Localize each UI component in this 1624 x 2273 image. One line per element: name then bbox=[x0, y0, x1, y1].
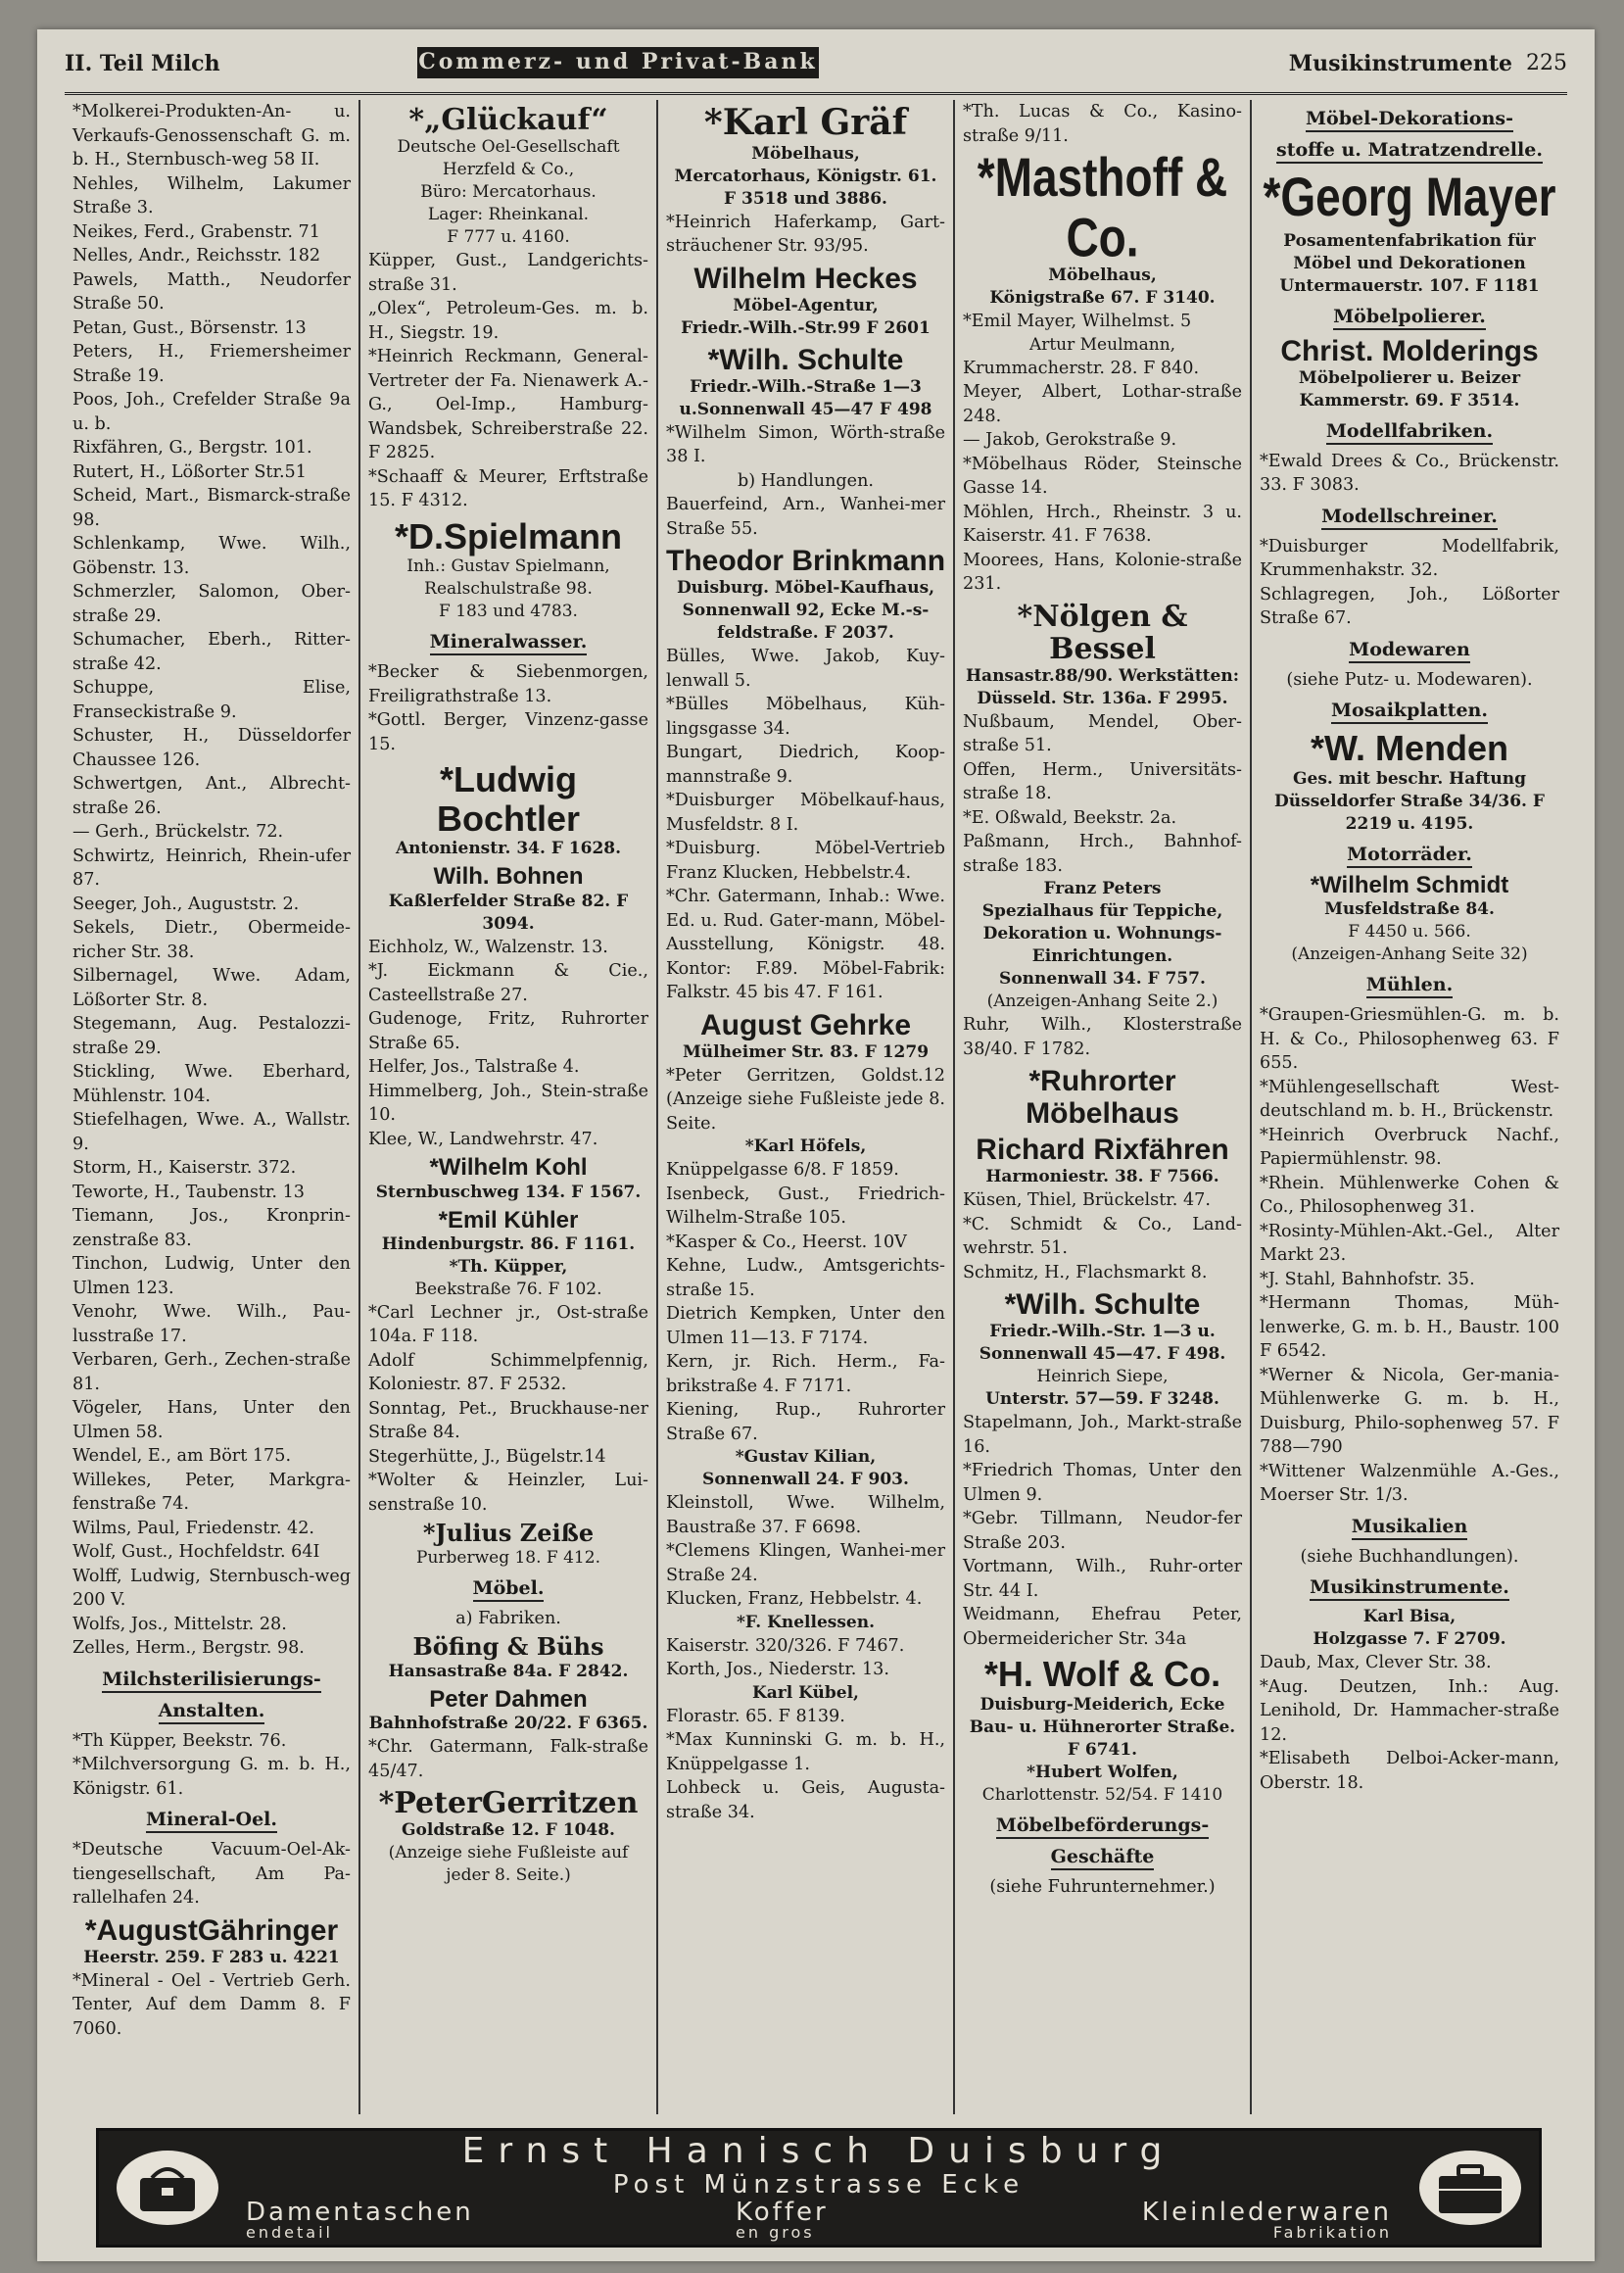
advertisement-name: *PeterGerritzen bbox=[378, 1786, 639, 1821]
advertisement-line: Heerstr. 259. F 283 u. 4221 bbox=[83, 1947, 340, 1967]
section-heading-text: Möbelpolierer. bbox=[1333, 306, 1486, 330]
directory-entry: Wolfs, Jos., Mittelstr. 28. bbox=[72, 1614, 287, 1634]
directory-entry: *Peter Gerritzen, Goldst.12 (Anzeige siehe Fußleiste jede 8. Seite. bbox=[666, 1065, 945, 1134]
directory-entry: Neikes, Ferd., Grabenstr. 71 bbox=[72, 221, 320, 242]
directory-entry: Wilms, Paul, Friedenstr. 42. bbox=[72, 1518, 315, 1538]
page-header bbox=[65, 43, 1567, 95]
directory-entry: *Molkerei-Produkten-An- u. Verkaufs-Genossenschaft G. m. b. H., Sternbusch-weg 58 II. bbox=[72, 102, 351, 169]
column-5 bbox=[1250, 100, 1567, 2114]
footer-sales-2: en gros bbox=[736, 2223, 815, 2242]
footer-company: Ernst Hanisch Duisburg bbox=[461, 2131, 1176, 2171]
column-1 bbox=[65, 100, 358, 2114]
directory-entry: — Jakob, Gerokstraße 9. bbox=[963, 430, 1177, 451]
subheading: (siehe Putz- u. Modewaren). bbox=[1286, 669, 1533, 690]
advertisement-line: (Anzeigen-Anhang Seite 32) bbox=[1291, 944, 1528, 965]
advertisement-line: *Karl Höfels, bbox=[744, 1136, 867, 1157]
advertisement-line: Deutsche Oel-Gesellschaft bbox=[397, 137, 620, 157]
directory-entry: Schwertgen, Ant., Albrecht-straße 26. bbox=[72, 774, 351, 818]
directory-entry: Offen, Herm., Universitäts-straße 18. bbox=[963, 759, 1242, 804]
directory-entry: Schlenkamp, Wwe. Wilh., Göbenstr. 13. bbox=[72, 534, 351, 578]
directory-entry: *Ewald Drees & Co., Brückenstr. 33. F 3083. bbox=[1260, 451, 1559, 496]
advertisement-line: Karl Bisa, bbox=[1362, 1607, 1457, 1627]
directory-entry: Verbaren, Gerh., Zechen-straße 81. bbox=[72, 1350, 351, 1394]
advertisement-line: Goldstraße 12. F 1048. bbox=[402, 1820, 615, 1841]
directory-entry: Tinchon, Ludwig, Unter den Ulmen 123. bbox=[72, 1254, 351, 1298]
directory-entry: Moorees, Hans, Kolonie-straße 231. bbox=[963, 550, 1242, 595]
directory-entry: *E. Oßwald, Beekstr. 2a. bbox=[963, 807, 1177, 828]
section-heading bbox=[1260, 304, 1559, 329]
directory-entry: Stiefelhagen, Wwe. A., Wallstr. 9. bbox=[72, 1110, 351, 1154]
section-heading bbox=[1260, 842, 1559, 867]
section-heading-text: stoffe u. Matratzendrelle. bbox=[1276, 139, 1543, 164]
directory-entry: *Elisabeth Delboi-Acker-mann, Oberstr. 18. bbox=[1260, 1749, 1559, 1793]
directory-entry: Teworte, H., Taubenstr. 13 bbox=[72, 1182, 305, 1202]
advertisement-line: *Hubert Wolfen, bbox=[1027, 1762, 1178, 1782]
advertisement-name: *Julius Zeiße bbox=[422, 1519, 595, 1548]
directory-entry: Zelles, Herm., Bergstr. 98. bbox=[72, 1638, 305, 1658]
directory-entry: Helfer, Jos., Talstraße 4. bbox=[368, 1057, 580, 1078]
section-heading bbox=[72, 1807, 351, 1832]
directory-entry: *Carl Lechner jr., Ost-straße 104a. F 118. bbox=[368, 1302, 648, 1347]
advertisement-line: Holzgasse 7. F 2709. bbox=[1313, 1629, 1506, 1650]
footer-product-3: Kleinlederwaren bbox=[1141, 2198, 1392, 2227]
directory-entry: Schmitz, H., Flachsmarkt 8. bbox=[963, 1262, 1208, 1282]
directory-entry: *Mühlengesellschaft West-deutschland m. b. H., Brückenstr. bbox=[1260, 1077, 1559, 1122]
subheading: a) Fabriken. bbox=[455, 1608, 561, 1628]
advertisement-line: Purberweg 18. F 412. bbox=[416, 1547, 600, 1568]
directory-entry: Sekels, Dietr., Obermeide-richer Str. 38. bbox=[72, 918, 351, 962]
footer-sales-3: Fabrikation bbox=[1272, 2223, 1392, 2242]
advertisement-line: Friedr.-Wilh.-Str. 1—3 u. Sonnenwall 45—47. F 498. bbox=[979, 1322, 1226, 1365]
advertisement-line: Kaßlerfelder Straße 82. F 3094. bbox=[388, 891, 629, 934]
advertisement-line: Möbel-Agentur, bbox=[733, 295, 879, 315]
advertisement-line: Antonienstr. 34. F 1628. bbox=[395, 839, 622, 859]
directory-entry: Lohbeck u. Geis, Augusta-straße 34. bbox=[666, 1778, 945, 1822]
advertisement-line: Artur Meulmann, bbox=[1028, 334, 1176, 355]
section-heading-text: Möbel. bbox=[473, 1577, 545, 1602]
directory-entry: Willekes, Peter, Markgra-fenstraße 74. bbox=[72, 1470, 351, 1514]
section-heading-text: Motorräder. bbox=[1347, 844, 1472, 868]
advertisement-name: *Ludwig Bochtler bbox=[436, 759, 581, 839]
section-heading-text: Mineralwasser. bbox=[430, 631, 588, 655]
advertisement-name: Christ. Molderings bbox=[1280, 334, 1539, 367]
directory-entry: *Heinrich Overbruck Nachf., Papiermühlenstr. 98. bbox=[1260, 1125, 1559, 1170]
directory-entry: *J. Stahl, Bahnhofstr. 35. bbox=[1260, 1269, 1475, 1289]
section-heading-text: Modellfabriken. bbox=[1326, 420, 1493, 445]
advertisement-name: Böfing & Bühs bbox=[412, 1632, 604, 1662]
advertisement-line: Ges. mit beschr. Haftung Düsseldorfer Straße 34/36. F 2219 u. 4195. bbox=[1274, 768, 1545, 834]
directory-entry: Rutert, H., Lößorter Str.51 bbox=[72, 461, 307, 482]
directory-entry: *Chr. Gatermann, Falk-straße 45/47. bbox=[368, 1737, 648, 1781]
advertisement-name: *Masthoff & Co. bbox=[977, 146, 1228, 267]
section-heading bbox=[1260, 504, 1559, 529]
section-heading-text: Mosaikplatten. bbox=[1331, 700, 1488, 724]
directory-entry: *Rhein. Mühlenwerke Cohen & Co., Philosophenweg 31. bbox=[1260, 1173, 1559, 1218]
directory-entry: *Max Kunninski G. m. b. H., Knüppelgasse 1. bbox=[666, 1730, 945, 1774]
directory-entry: *C. Schmidt & Co., Land-wehrstr. 51. bbox=[963, 1214, 1242, 1259]
advertisement-name: *Georg Mayer bbox=[1263, 166, 1556, 228]
advertisement-name: *Ruhrorter Möbelhaus bbox=[1026, 1065, 1179, 1131]
advertisement-line: (Anzeigen-Anhang Seite 2.) bbox=[986, 991, 1218, 1012]
section-heading-text: Mühlen. bbox=[1366, 974, 1453, 998]
advertisement-name: Peter Dahmen bbox=[429, 1685, 588, 1713]
directory-entry: *Duisburger Möbelkauf-haus, Musfeldstr. 8 I. bbox=[666, 791, 945, 835]
directory-entry: Eichholz, W., Walzenstr. 13. bbox=[368, 937, 608, 957]
section-heading bbox=[72, 1667, 351, 1692]
directory-entry: Florastr. 65. F 8139. bbox=[666, 1706, 845, 1726]
advertisement-line: Sonnenwall 24. F 903. bbox=[702, 1470, 909, 1490]
directory-entry: Scheid, Mart., Bismarck-straße 98. bbox=[72, 486, 351, 530]
advertisement-name: *„Glückauf“ bbox=[408, 103, 608, 137]
advertisement-line: *Th. Küpper, bbox=[449, 1256, 568, 1277]
directory-entry: Krummacherstr. 28. F 840. bbox=[963, 358, 1200, 378]
directory-entry: *Wilhelm Simon, Wörth-straße 38 I. bbox=[666, 422, 945, 467]
advertisement-line: Bahnhofstraße 20/22. F 6365. bbox=[368, 1714, 648, 1734]
advertisement-name: *Wilh. Schulte bbox=[1004, 1288, 1201, 1322]
advertisement-line: Untermauerstr. 107. F 1181 bbox=[1279, 275, 1540, 296]
advertisement-line: Hansastraße 84a. F 2842. bbox=[388, 1661, 629, 1681]
directory-entry: „Olex“, Petroleum-Ges. m. b. H., Siegstr. 19. bbox=[368, 299, 648, 343]
footer-product-1: Damentaschen bbox=[246, 2198, 474, 2227]
advertisement-line: Heinrich Siepe, bbox=[1036, 1367, 1169, 1387]
directory-entry: Tiemann, Jos., Kronprin-zenstraße 83. bbox=[72, 1206, 351, 1250]
directory-entry: Dietrich Kempken, Unter den Ulmen 11—13. F 7174. bbox=[666, 1304, 945, 1348]
advertisement-name: Wilhelm Heckes bbox=[693, 262, 918, 295]
directory-entry: *Deutsche Vacuum-Oel-Ak-tiengesellschaft, Am Pa-rallelhafen 24. bbox=[72, 1840, 351, 1908]
directory-entry: *Chr. Gatermann, Inhab.: Wwe. Ed. u. Rud. Gater-mann, Möbel-Ausstellung, Königstr. 48. Kontor: F.89. Möbel-Fabrik: Falkstr. 45 bis 47. F 161. bbox=[666, 887, 945, 1003]
directory-entry: Vögeler, Hans, Unter den Ulmen 58. bbox=[72, 1398, 351, 1442]
directory-page bbox=[37, 29, 1595, 2261]
advertisement-line: F 3518 und 3886. bbox=[724, 188, 887, 209]
directory-entry: Daub, Max, Clever Str. 38. bbox=[1260, 1653, 1492, 1673]
advertisement-line: Unterstr. 57—59. F 3248. bbox=[985, 1389, 1219, 1410]
header-section: II. Teil Milch bbox=[65, 51, 220, 76]
directory-entry: Rixfähren, G., Bergstr. 101. bbox=[72, 438, 312, 458]
column-4 bbox=[953, 100, 1250, 2114]
section-heading-text: Milchsterilisierungs- bbox=[102, 1668, 321, 1693]
directory-entry: Weidmann, Ehefrau Peter, Obermeidericher Str. 34a bbox=[963, 1605, 1242, 1649]
directory-entry: Peters, H., Friemersheimer Straße 19. bbox=[72, 342, 351, 386]
advertisement-line: Charlottenstr. 52/54. F 1410 bbox=[981, 1784, 1223, 1805]
directory-entry: *Emil Mayer, Wilhelmst. 5 bbox=[963, 312, 1192, 332]
section-heading bbox=[1260, 1574, 1559, 1600]
directory-entry: Kern, jr. Rich. Herm., Fa-brikstraße 4. F 7171. bbox=[666, 1352, 945, 1396]
handbag-icon bbox=[115, 2149, 220, 2227]
directory-entry: Kiening, Rup., Ruhrorter Straße 67. bbox=[666, 1400, 945, 1444]
header-banner-text: Commerz- und Privat-Bank bbox=[418, 49, 818, 74]
section-heading-text: Anstalten. bbox=[159, 1700, 265, 1724]
directory-entry: Sonntag, Pet., Bruckhause-ner Straße 84. bbox=[368, 1398, 648, 1443]
directory-entry: Schmerzler, Salomon, Ober-straße 29. bbox=[72, 582, 351, 626]
directory-entry: Storm, H., Kaiserstr. 372. bbox=[72, 1158, 297, 1178]
directory-entry: *Wittener Walzenmühle A.-Ges., Moerser Str. 1/3. bbox=[1260, 1461, 1559, 1506]
directory-entry: Poos, Joh., Crefelder Straße 9a u. b. bbox=[72, 390, 351, 434]
advertisement-name: Wilh. Bohnen bbox=[433, 863, 584, 891]
directory-entry: Korth, Jos., Niederstr. 13. bbox=[666, 1660, 889, 1680]
footer-sales-1: endetail bbox=[246, 2223, 333, 2242]
advertisement-line: *F. Knellessen. bbox=[736, 1612, 875, 1632]
advertisement-line: Beekstraße 76. F 102. bbox=[414, 1279, 602, 1299]
section-heading bbox=[1260, 1514, 1559, 1539]
directory-entry: Kleinstoll, Wwe. Wilhelm, Baustraße 37. F 6698. bbox=[666, 1493, 945, 1537]
section-heading bbox=[963, 1844, 1242, 1869]
directory-entry: *Rosinty-Mühlen-Akt.-Gel., Alter Markt 23. bbox=[1260, 1221, 1559, 1266]
advertisement-name: *Nölgen & Bessel bbox=[1017, 599, 1188, 666]
directory-entry: Bülles, Wwe. Jakob, Kuy-lenwall 5. bbox=[666, 647, 945, 691]
advertisement-name: *W. Menden bbox=[1310, 728, 1508, 769]
advertisement-line: Posamentenfabrikation für Möbel und Dekorationen bbox=[1283, 230, 1536, 273]
subheading: (siehe Fuhrunternehmer.) bbox=[989, 1876, 1216, 1897]
directory-entry: Knüppelgasse 6/8. F 1859. bbox=[666, 1160, 899, 1181]
advertisement-line: Friedr.-Wilh.-Straße 1—3 u.Sonnenwall 45—47 F 498 bbox=[679, 376, 932, 419]
directory-entry: Klucken, Franz, Hebbelstr. 4. bbox=[666, 1589, 923, 1610]
advertisement-line: Mercatorhaus, Königstr. 61. bbox=[674, 166, 937, 186]
directory-entry: *Mineral - Oel - Vertrieb Gerh. Tenter, Auf dem Damm 8. F 7060. bbox=[72, 1970, 351, 2039]
section-heading-text: Modellschreiner. bbox=[1321, 506, 1498, 530]
advertisement-line: Hansastr.88/90. Werkstätten: Düsseld. Str. 136a. F 2995. bbox=[966, 665, 1239, 708]
directory-entry: Küpper, Gust., Landgerichts-straße 31. bbox=[368, 251, 648, 295]
advertisement-line: F 777 u. 4160. bbox=[447, 227, 570, 247]
advertisement-line: Friedr.-Wilh.-Str.99 F 2601 bbox=[681, 317, 931, 338]
directory-entry: Venohr, Wwe. Wilh., Pau-lusstraße 17. bbox=[72, 1302, 351, 1346]
directory-entry: Gudenoge, Fritz, Ruhrorter Straße 65. bbox=[368, 1009, 648, 1053]
directory-entry: Meyer, Albert, Lothar-straße 248. bbox=[963, 382, 1242, 426]
directory-entry: Wolff, Ludwig, Sternbusch-weg 200 V. bbox=[72, 1566, 351, 1610]
directory-entry: Petan, Gust., Börsenstr. 13 bbox=[72, 317, 307, 338]
directory-entry: Seeger, Joh., Auguststr. 2. bbox=[72, 894, 300, 914]
section-heading-text: Musikinstrumente. bbox=[1310, 1576, 1509, 1601]
columns bbox=[65, 100, 1567, 2116]
directory-entry: Pawels, Matth., Neudorfer Straße 50. bbox=[72, 269, 351, 314]
directory-entry: *Gebr. Tillmann, Neudor-fer Straße 203. bbox=[963, 1509, 1242, 1553]
advertisement-line: Kammerstr. 69. F 3514. bbox=[1299, 390, 1520, 411]
directory-entry: Isenbeck, Gust., Friedrich-Wilhelm-Straße 105. bbox=[666, 1184, 945, 1229]
directory-entry: *Aug. Deutzen, Inh.: Aug. Lenihold, Dr. Hammacher-straße 12. bbox=[1260, 1676, 1559, 1745]
advertisement-name: *H. Wolf & Co. bbox=[983, 1654, 1221, 1695]
advertisement-name: *Karl Gräf bbox=[703, 102, 908, 143]
advertisement-line: Franz Peters bbox=[1043, 879, 1162, 899]
advertisement-line: Duisburg-Meiderich, Ecke Bau- u. Hühnerorter Straße. F 6741. bbox=[969, 1694, 1236, 1760]
advertisement-line: Lager: Rheinkanal. bbox=[427, 205, 590, 224]
section-heading-text: Mineral-Oel. bbox=[146, 1809, 277, 1833]
advertisement-name: Theodor Brinkmann bbox=[666, 545, 946, 578]
advertisement-name: *D.Spielmann bbox=[394, 515, 623, 556]
directory-entry: Stickling, Wwe. Eberhard, Mühlenstr. 104. bbox=[72, 1062, 351, 1106]
section-heading bbox=[368, 1575, 648, 1601]
directory-entry: Schuppe, Elise, Franseckistraße 9. bbox=[72, 678, 351, 722]
section-heading-text: Möbel-Dekorations- bbox=[1306, 108, 1513, 132]
directory-entry: Kaiserstr. 320/326. F 7467. bbox=[666, 1635, 905, 1656]
directory-entry: Wolf, Gust., Hochfeldstr. 64I bbox=[72, 1542, 320, 1562]
advertisement-name: Richard Rixfähren bbox=[976, 1134, 1229, 1167]
section-heading bbox=[1260, 418, 1559, 444]
directory-entry: Adolf Schimmelpfennig, Koloniestr. 87. F 2532. bbox=[368, 1350, 648, 1395]
subheading: (siehe Buchhandlungen). bbox=[1300, 1546, 1519, 1567]
directory-entry: Paßmann, Hrch., Bahnhof-straße 183. bbox=[963, 832, 1242, 876]
directory-entry: *Becker & Siebenmorgen, Freiligrathstraße 13. bbox=[368, 662, 648, 706]
advertisement-name: *Emil Kühler bbox=[438, 1206, 579, 1233]
directory-entry: *Duisburg. Möbel-Vertrieb Franz Klucken, Hebbelstr.4. bbox=[666, 839, 945, 883]
suitcase-icon bbox=[1417, 2149, 1523, 2227]
advertisement-line: Musfeldstraße 84. bbox=[1324, 899, 1495, 920]
directory-entry: *Wolter & Heinzler, Lui-senstraße 10. bbox=[368, 1471, 648, 1515]
header-category: Musikinstrumente bbox=[1288, 51, 1512, 76]
section-heading-text: Modewaren bbox=[1349, 639, 1470, 663]
directory-entry: Schuster, H., Düsseldorfer Chaussee 126. bbox=[72, 726, 351, 770]
section-heading bbox=[1260, 137, 1559, 163]
directory-entry: *Kasper & Co., Heerst. 10V bbox=[666, 1232, 907, 1252]
directory-entry: Schlagregen, Joh., Lößorter Straße 67. bbox=[1260, 584, 1559, 629]
advertisement-line: Büro: Mercatorhaus. bbox=[420, 182, 597, 202]
advertisement-line: Mülheimer Str. 83. F 1279 bbox=[682, 1041, 930, 1062]
directory-entry: Klee, W., Landwehrstr. 47. bbox=[368, 1129, 598, 1149]
directory-entry: *Hermann Thomas, Müh-lenwerke, G. m. b. H., Baustr. 100 F 6542. bbox=[1260, 1293, 1559, 1362]
directory-entry: Stapelmann, Joh., Markt-straße 16. bbox=[963, 1413, 1242, 1457]
directory-entry: *Graupen-Griesmühlen-G. m. b. H. & Co., Philosophenweg 63. F 655. bbox=[1260, 1005, 1559, 1074]
directory-entry: Stegerhütte, J., Bügelstr.14 bbox=[368, 1446, 606, 1467]
advertisement-line: F 183 und 4783. bbox=[439, 602, 578, 622]
directory-entry: *Werner & Nicola, Ger-mania-Mühlenwerke G. m. b. H., Duisburg, Philo-sophenweg 57. F 788—790 bbox=[1260, 1365, 1559, 1458]
directory-entry: — Gerh., Brückelstr. 72. bbox=[72, 822, 284, 842]
column-2 bbox=[358, 100, 656, 2114]
directory-entry: Wendel, E., am Bört 175. bbox=[72, 1446, 292, 1466]
footer-address: Post Münzstrasse Ecke bbox=[612, 2170, 1026, 2200]
footer-product-2: Koffer bbox=[736, 2198, 829, 2227]
advertisement-line: Herzfeld & Co., bbox=[442, 160, 575, 179]
advertisement-line: Möbelhaus, bbox=[751, 143, 860, 164]
directory-entry: *Th. Lucas & Co., Kasino-straße 9/11. bbox=[963, 102, 1242, 146]
page-number: 225 bbox=[1526, 51, 1567, 75]
directory-entry: Nehles, Wilhelm, Lakumer Straße 3. bbox=[72, 173, 351, 218]
directory-entry: Kehne, Ludw., Amtsgerichts-straße 15. bbox=[666, 1256, 945, 1300]
directory-entry: Bungart, Diedrich, Koop-mannstraße 9. bbox=[666, 743, 945, 787]
directory-entry: *Clemens Klingen, Wanhei-mer Straße 24. bbox=[666, 1541, 945, 1585]
directory-entry: *Möbelhaus Röder, Steinsche Gasse 14. bbox=[963, 454, 1242, 499]
directory-entry: *Schaaff & Meurer, Erftstraße 15. F 4312. bbox=[368, 466, 648, 510]
directory-entry: *Milchversorgung G. m. b. H., Königstr. 61. bbox=[72, 1755, 351, 1799]
directory-entry: *Heinrich Haferkamp, Gart-sträuchener Str. 93/95. bbox=[666, 212, 945, 257]
directory-entry: Küsen, Thiel, Brückelstr. 47. bbox=[963, 1190, 1211, 1211]
directory-entry: Himmelberg, Joh., Stein-straße 10. bbox=[368, 1081, 648, 1126]
advertisement-line: Möbelpolierer u. Beizer bbox=[1298, 367, 1521, 388]
section-heading bbox=[368, 629, 648, 654]
section-heading-text: Geschäfte bbox=[1051, 1846, 1155, 1870]
advertisement-line: Hindenburgstr. 86. F 1161. bbox=[381, 1233, 636, 1254]
section-heading bbox=[963, 1813, 1242, 1838]
advertisement-line: Sternbuschweg 134. F 1567. bbox=[375, 1182, 642, 1202]
section-heading bbox=[72, 1698, 351, 1723]
advertisement-line: Duisburg. Möbel-Kaufhaus, Sonnenwall 92, Ecke M.-s-feldstraße. F 2037. bbox=[676, 578, 935, 644]
advertisement-line: Königstraße 67. F 3140. bbox=[989, 288, 1216, 309]
directory-entry: Schwirtz, Heinrich, Rhein-ufer 87. bbox=[72, 846, 351, 890]
directory-entry: Silbernagel, Wwe. Adam, Lößorter Str. 8. bbox=[72, 966, 351, 1010]
section-heading bbox=[1260, 698, 1559, 723]
directory-entry: Nußbaum, Mendel, Ober-straße 51. bbox=[963, 711, 1242, 756]
advertisement-name: *Wilh. Schulte bbox=[707, 343, 904, 376]
footer-advertisement bbox=[96, 2128, 1542, 2248]
advertisement-name: August Gehrke bbox=[699, 1008, 912, 1041]
subheading: b) Handlungen. bbox=[737, 470, 875, 491]
directory-entry: *Bülles Möbelhaus, Küh-lingsgasse 34. bbox=[666, 695, 945, 739]
directory-entry: *J. Eickmann & Cie., Casteellstraße 27. bbox=[368, 961, 648, 1005]
directory-entry: Ruhr, Wilh., Klosterstraße 38/40. F 1782. bbox=[963, 1015, 1242, 1059]
advertisement-line: Harmoniestr. 38. F 7566. bbox=[985, 1167, 1219, 1187]
section-heading-text: Möbelbeförderungs- bbox=[996, 1814, 1209, 1839]
directory-entry: *Friedrich Thomas, Unter den Ulmen 9. bbox=[963, 1461, 1242, 1505]
directory-entry: *Gottl. Berger, Vinzenz-gasse 15. bbox=[368, 710, 648, 754]
directory-entry: Schumacher, Eberh., Ritter-straße 42. bbox=[72, 630, 351, 674]
advertisement-line: Sonnenwall 34. F 757. bbox=[999, 969, 1206, 990]
advertisement-name: *Wilhelm Kohl bbox=[429, 1154, 588, 1182]
advertisement-line: *Gustav Kilian, bbox=[735, 1447, 877, 1468]
advertisement-line: Inh.: Gustav Spielmann, Realschulstraße 98. bbox=[406, 556, 610, 600]
directory-entry: *Th Küpper, Beekstr. 76. bbox=[72, 1730, 287, 1751]
advertisement-line: (Anzeige siehe Fußleiste auf jeder 8. Seite.) bbox=[388, 1843, 629, 1886]
advertisement-name: *AugustGähringer bbox=[84, 1913, 339, 1947]
header-banner bbox=[417, 47, 819, 78]
advertisement-name: *Wilhelm Schmidt bbox=[1310, 871, 1509, 898]
directory-entry: Nelles, Andr., Reichsstr. 182 bbox=[72, 246, 321, 266]
directory-entry: Vortmann, Wilh., Ruhr-orter Str. 44 I. bbox=[963, 1557, 1242, 1601]
section-heading bbox=[1260, 106, 1559, 131]
directory-entry: Möhlen, Hrch., Rheinstr. 3 u. Kaiserstr. 41. F 7638. bbox=[963, 502, 1242, 547]
section-heading bbox=[1260, 972, 1559, 997]
directory-entry: Stegemann, Aug. Pestalozzi-straße 29. bbox=[72, 1014, 351, 1058]
column-3 bbox=[656, 100, 953, 2114]
advertisement-line: Spezialhaus für Teppiche, Dekoration u. Wohnungs-Einrichtungen. bbox=[981, 901, 1223, 967]
section-heading-text: Musikalien bbox=[1352, 1516, 1468, 1540]
advertisement-line: Möbelhaus, bbox=[1048, 266, 1157, 286]
advertisement-line: F 4450 u. 566. bbox=[1348, 922, 1471, 943]
directory-entry: *Heinrich Reckmann, General-Vertreter der Fa. Nienawerk A.-G., Oel-Imp., Hamburg-Wandsbek, Schreiberstraße 22. F 2825. bbox=[368, 347, 648, 462]
section-heading bbox=[1260, 637, 1559, 662]
directory-entry: *Duisburger Modellfabrik, Krummenhakstr. 32. bbox=[1260, 536, 1559, 581]
advertisement-line: Karl Kübel, bbox=[752, 1682, 859, 1703]
directory-entry: Bauerfeind, Arn., Wanhei-mer Straße 55. bbox=[666, 495, 945, 539]
